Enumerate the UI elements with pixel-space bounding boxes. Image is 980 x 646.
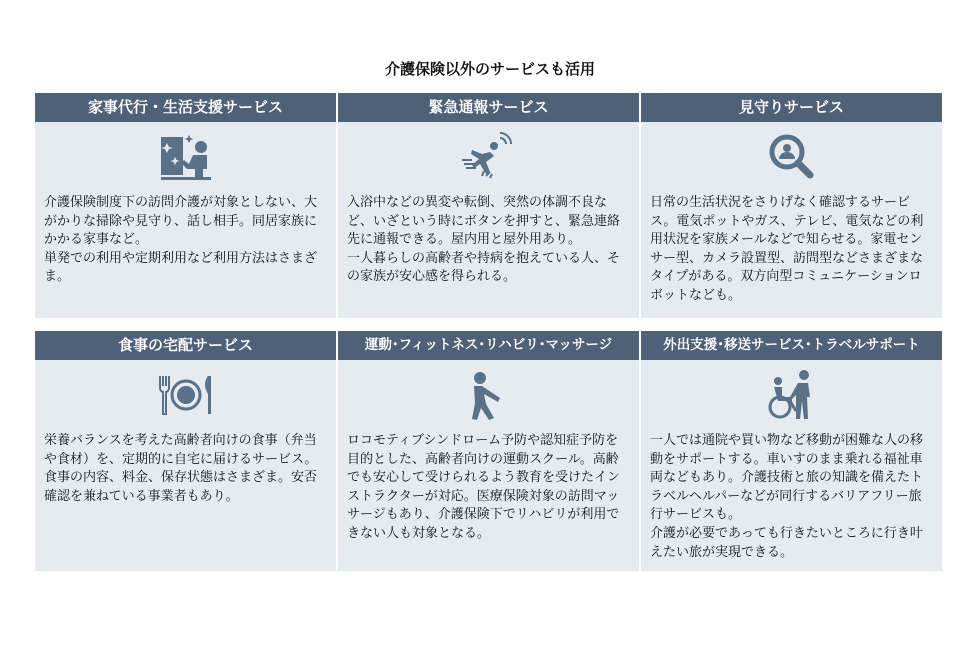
card-description: 一人では通院や買い物など移動が困難な人の移動をサポートする。車いすのまま乗れる福祉車両などもあり。介護技術と旅の知識を備えたトラベルヘルパーなどが同行するバリアフリー旅行サービスも。 介護が必要であっても行きたいところに行き叶えたい旅が実現できる。 <box>650 433 924 560</box>
card-heading: 家事代行・生活支援サービス <box>35 93 336 122</box>
card-heading: 見守りサービス <box>641 93 942 122</box>
wheelchair-icon <box>764 369 820 421</box>
card-description: 入浴中などの異変や転倒、突然の体調不良など、いざという時にボタンを押すと、緊急連絡先に通報できる。屋内用と屋外用あり。 一人暮らしの高齢者や持病を抱えている人、その家族が安心感を得られる。 <box>347 195 621 285</box>
card-description: 介護保険制度下の訪問介護が対象としない、大がかりな掃除や見守り、話し相手。同居家族にかかる家事など。 単発での利用や定期利用など利用方法はさまざま。 <box>44 195 318 285</box>
service-card-transport <box>641 331 942 571</box>
card-heading: 運動･フィットネス･リハビリ･マッサージ <box>338 331 639 360</box>
service-card-monitoring <box>641 93 942 318</box>
service-card-fitness <box>338 331 639 571</box>
page-title: 介護保険以外のサービスも活用 <box>384 60 595 78</box>
housekeeping-icon <box>159 133 213 181</box>
card-description: 栄養バランスを考えた高齢者向けの食事（弁当や食材）を、定期的に自宅に届けるサービス。食事の内容、料金、保存状態はさまざま。安否確認を兼ねている事業者もあり。 <box>44 433 318 504</box>
card-heading: 食事の宅配サービス <box>35 331 336 360</box>
falling-person-icon <box>460 132 518 182</box>
service-card-housekeeping <box>35 93 336 318</box>
card-description: ロコモティブシンドローム予防や認知症予防を目的とした、高齢者向けの運動スクール。高齢でも安心して受けられるよう教育を受けたインストラクターが対応。医療保険対象の訪問マッサージもあり、介護保険下でリハビリが利用できない人も対象となる。 <box>347 433 621 541</box>
card-heading: 外出支援･移送サービス･トラベルサポート <box>641 331 942 360</box>
service-card-emergency <box>338 93 639 318</box>
meal-icon <box>156 372 216 418</box>
exercise-icon <box>464 370 514 420</box>
card-description: 日常の生活状況をさりげなく確認するサービス。電気ポットやガス、テレビ、電気などの利用状況を家族メールなどで知らせる。家電センサー型、カメラ設置型、訪問型などさまざまなタイプがある。双方向型コミュニケーションロボットなども。 <box>650 195 924 303</box>
service-card-meal-delivery <box>35 331 336 571</box>
card-heading: 緊急通報サービス <box>338 93 639 122</box>
magnifier-person-icon <box>767 132 817 182</box>
